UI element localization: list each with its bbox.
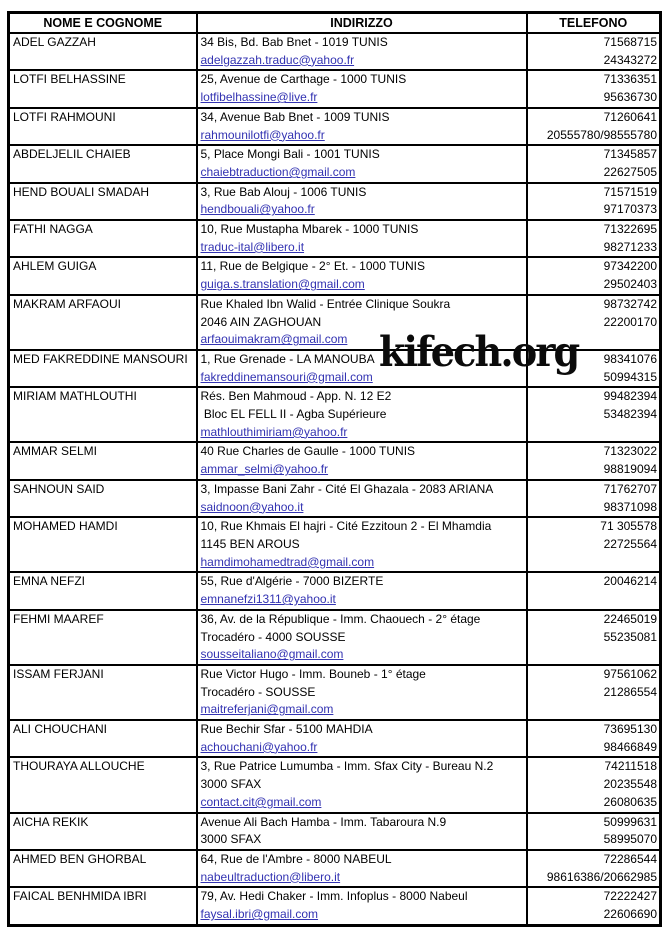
table-row <box>9 257 661 294</box>
table-row <box>9 813 661 850</box>
name-cell <box>9 572 197 609</box>
phone-number: 24343272 <box>603 52 657 67</box>
email-link[interactable]: lotfibelhassine@live.fr <box>200 90 318 105</box>
phone-cell <box>527 813 661 850</box>
person-name: MAKRAM ARFAOUI <box>13 296 122 311</box>
phone-cell <box>527 350 661 387</box>
address-line: 36, Av. de la République - Imm. Chaouech - 2° étage <box>200 611 481 626</box>
email-row <box>201 424 526 442</box>
email-row <box>201 461 526 479</box>
person-name: ISSAM FERJANI <box>13 666 104 681</box>
phone-cell <box>527 33 661 70</box>
phone-number: 22465019 <box>603 611 657 626</box>
phone-number: 99482394 <box>603 389 657 404</box>
email-link[interactable]: fakreddinemansouri@gmail.com <box>200 369 373 384</box>
table-row <box>9 33 661 70</box>
table-row <box>9 887 661 925</box>
table-row <box>9 665 661 720</box>
phone-number: 50999631 <box>603 814 657 829</box>
address-line: Rue Bechir Sfar - 5100 MAHDIA <box>200 722 373 737</box>
address-line: 64, Rue de l'Ambre - 8000 NABEUL <box>200 851 392 866</box>
name-cell <box>9 220 197 257</box>
phone-number: 71323022 <box>603 444 657 459</box>
address-cell <box>197 145 527 182</box>
person-name: HEND BOUALI SMADAH <box>13 184 150 199</box>
phone-number: 98616386/20662985 <box>546 869 657 884</box>
address-cell <box>197 350 527 387</box>
phone-cell <box>527 257 661 294</box>
email-row <box>201 276 526 294</box>
table-row <box>9 145 661 182</box>
phone-cell <box>527 480 661 517</box>
address-line: 55, Rue d'Algérie - 7000 BIZERTE <box>200 574 384 589</box>
email-link[interactable]: achouchani@yahoo.fr <box>200 739 318 754</box>
phone-number: 71322695 <box>603 222 657 237</box>
address-line: 2046 AIN ZAGHOUAN <box>200 314 322 329</box>
email-row <box>201 591 526 609</box>
name-cell <box>9 33 197 70</box>
person-name: MOHAMED HAMDI <box>13 519 118 534</box>
phone-number: 29502403 <box>603 277 657 292</box>
name-cell <box>9 665 197 720</box>
address-line: 3000 SFAX <box>200 777 262 792</box>
email-link[interactable]: maitreferjani@gmail.com <box>200 702 334 717</box>
address-cell <box>197 108 527 145</box>
phone-cell <box>527 757 661 812</box>
email-link[interactable]: arfaouimakram@gmail.com <box>200 332 348 347</box>
person-name: AICHA REKIK <box>13 814 89 829</box>
email-row <box>201 794 526 812</box>
name-cell <box>9 70 197 107</box>
email-link[interactable]: sousseitaliano@gmail.com <box>200 647 344 662</box>
address-line: 3, Impasse Bani Zahr - Cité El Ghazala - 2083 ARIANA <box>200 481 494 496</box>
name-cell <box>9 757 197 812</box>
address-line: 34 Bis, Bd. Bab Bnet - 1019 TUNIS <box>200 35 388 49</box>
table-row <box>9 387 661 442</box>
email-row <box>201 164 526 182</box>
phone-number: 72222427 <box>603 889 657 904</box>
phone-number: 73695130 <box>603 722 657 737</box>
address-line: 11, Rue de Belgique - 2° Et. - 1000 TUNIS <box>200 259 425 274</box>
phone-number: 22200170 <box>603 314 657 329</box>
name-cell <box>9 720 197 757</box>
address-line: 1, Rue Grenade - LA MANOUBA <box>200 351 375 366</box>
address-cell <box>197 720 527 757</box>
address-line: Trocadéro - SOUSSE <box>200 684 316 699</box>
address-line: 3, Rue Bab Alouj - 1006 TUNIS <box>200 184 367 199</box>
phone-number: 98271233 <box>603 239 657 254</box>
table-row <box>9 480 661 517</box>
person-name: SAHNOUN SAID <box>13 481 105 496</box>
email-row <box>201 239 526 257</box>
name-cell <box>9 850 197 887</box>
address-line: 1145 BEN AROUS <box>200 536 300 551</box>
email-link[interactable]: rahmounilotfi@yahoo.fr <box>200 127 325 142</box>
address-cell <box>197 442 527 479</box>
person-name: MED FAKREDDINE MANSOURI <box>13 351 188 366</box>
phone-number: 98732742 <box>603 296 657 311</box>
address-cell <box>197 850 527 887</box>
address-cell <box>197 257 527 294</box>
phone-number: 22606690 <box>603 907 657 922</box>
email-link[interactable]: saidnoon@yahoo.it <box>200 499 304 514</box>
address-line: 34, Avenue Bab Bnet - 1009 TUNIS <box>200 109 390 124</box>
name-cell <box>9 517 197 572</box>
phone-number: 58995070 <box>603 832 657 847</box>
phone-number: 97561062 <box>603 666 657 681</box>
address-line: Rue Khaled Ibn Walid - Entrée Clinique Soukra <box>200 296 451 311</box>
address-cell <box>197 183 527 220</box>
header-row <box>9 13 661 34</box>
phone-cell <box>527 610 661 665</box>
phone-number: 71260641 <box>603 109 657 124</box>
person-name: AHLEM GUIGA <box>13 259 97 274</box>
phone-number: 21286554 <box>603 684 657 699</box>
email-link[interactable]: contact.cit@gmail.com <box>200 794 322 809</box>
phone-number: 20235548 <box>603 777 657 792</box>
email-row <box>201 701 526 719</box>
header-name-column: NOME E COGNOME <box>9 13 197 34</box>
email-row <box>201 739 526 757</box>
address-cell <box>197 480 527 517</box>
email-link[interactable]: ammar_selmi@yahoo.fr <box>200 462 329 477</box>
table-row <box>9 108 661 145</box>
table-row <box>9 70 661 107</box>
address-line: 10, Rue Mustapha Mbarek - 1000 TUNIS <box>200 222 419 237</box>
email-link[interactable]: hendbouali@yahoo.fr <box>200 202 315 217</box>
phone-number: 50994315 <box>603 369 657 384</box>
address-cell <box>197 295 527 350</box>
address-cell <box>197 813 527 850</box>
address-line: Bloc EL FELL II - Agba Supérieure <box>200 407 387 422</box>
phone-number: 98341076 <box>603 351 657 366</box>
phone-cell <box>527 70 661 107</box>
phone-number: 53482394 <box>603 407 657 422</box>
person-name: LOTFI BELHASSINE <box>13 72 126 87</box>
phone-number: 97342200 <box>603 259 657 274</box>
address-line: 40 Rue Charles de Gaulle - 1000 TUNIS <box>200 444 416 459</box>
person-name: AHMED BEN GHORBAL <box>13 851 147 866</box>
table-row <box>9 295 661 350</box>
phone-cell <box>527 295 661 350</box>
table-row <box>9 442 661 479</box>
table-row <box>9 757 661 812</box>
phone-cell <box>527 183 661 220</box>
phone-number: 22725564 <box>603 536 657 551</box>
name-cell <box>9 350 197 387</box>
address-line: 3, Rue Patrice Lumumba - Imm. Sfax City - Bureau N.2 <box>200 759 494 774</box>
phone-number: 20555780/98555780 <box>546 127 657 142</box>
name-cell <box>9 295 197 350</box>
email-row <box>201 554 526 572</box>
name-cell <box>9 442 197 479</box>
phone-number: 71 305578 <box>600 519 657 534</box>
table-row <box>9 610 661 665</box>
phone-number: 98466849 <box>603 739 657 754</box>
address-line: 10, Rue Khmais El hajri - Cité Ezzitoun 2 - El Mhamdia <box>200 519 492 534</box>
phone-number: 71571519 <box>603 184 657 199</box>
address-cell <box>197 572 527 609</box>
person-name: FEHMI MAAREF <box>13 611 104 626</box>
address-cell <box>197 70 527 107</box>
phone-number: 22627505 <box>603 164 657 179</box>
phone-number: 71568715 <box>603 35 657 49</box>
email-link[interactable]: mathlouthimiriam@yahoo.fr <box>200 424 348 439</box>
name-cell <box>9 183 197 220</box>
phone-cell <box>527 220 661 257</box>
address-cell <box>197 220 527 257</box>
person-name: LOTFI RAHMOUNI <box>13 109 116 124</box>
name-cell <box>9 108 197 145</box>
phone-cell <box>527 572 661 609</box>
name-cell <box>9 387 197 442</box>
phone-number: 71336351 <box>603 72 657 87</box>
person-name: THOURAYA ALLOUCHE <box>13 759 145 774</box>
email-row <box>201 89 526 107</box>
email-row <box>201 201 526 219</box>
address-cell <box>197 610 527 665</box>
email-link[interactable]: hamdimohamedtrad@gmail.com <box>200 554 375 569</box>
address-line: Avenue Ali Bach Hamba - Imm. Tabaroura N.9 <box>200 814 447 829</box>
table-row <box>9 850 661 887</box>
phone-number: 71345857 <box>603 147 657 162</box>
translators-directory-table <box>7 11 662 927</box>
person-name: FATHI NAGGA <box>13 222 93 237</box>
person-name: MIRIAM MATHLOUTHI <box>13 389 137 404</box>
phone-cell <box>527 517 661 572</box>
watermark: kifech.org <box>379 328 579 376</box>
person-name: FAICAL BENHMIDA IBRI <box>13 889 147 904</box>
address-cell <box>197 887 527 925</box>
address-cell <box>197 33 527 70</box>
phone-number: 20046214 <box>603 574 657 589</box>
email-link[interactable]: chaiebtraduction@gmail.com <box>200 164 356 179</box>
email-row <box>201 127 526 145</box>
table-row <box>9 220 661 257</box>
address-cell <box>197 517 527 572</box>
email-link[interactable]: emnanefzi1311@yahoo.it <box>200 592 336 607</box>
header-address-column: INDIRIZZO <box>197 13 527 34</box>
email-row <box>201 906 526 924</box>
email-link[interactable]: guiga.s.translation@gmail.com <box>200 277 365 292</box>
table-row <box>9 350 661 387</box>
table-row <box>9 183 661 220</box>
address-line: Rés. Ben Mahmoud - App. N. 12 E2 <box>200 389 392 404</box>
email-link[interactable]: nabeultraduction@libero.it <box>200 869 341 884</box>
phone-number: 71762707 <box>603 481 657 496</box>
phone-number: 74211518 <box>604 759 657 774</box>
name-cell <box>9 813 197 850</box>
email-row <box>201 52 526 70</box>
phone-cell <box>527 850 661 887</box>
email-link[interactable]: traduc-ital@libero.it <box>200 239 305 254</box>
phone-cell <box>527 145 661 182</box>
address-line: 25, Avenue de Carthage - 1000 TUNIS <box>200 72 407 87</box>
phone-number: 72286544 <box>603 851 657 866</box>
phone-number: 97170373 <box>603 202 657 217</box>
address-line: 79, Av. Hedi Chaker - Imm. Infoplus - 8000 Nabeul <box>200 889 468 904</box>
email-row <box>201 369 526 387</box>
address-cell <box>197 665 527 720</box>
phone-number: 26080635 <box>603 794 657 809</box>
table-row <box>9 720 661 757</box>
email-row <box>201 499 526 517</box>
person-name: ALI CHOUCHANI <box>13 722 108 737</box>
name-cell <box>9 145 197 182</box>
address-cell <box>197 387 527 442</box>
header-phone-column: TELEFONO <box>527 13 661 34</box>
phone-number: 98371098 <box>603 499 657 514</box>
email-link[interactable]: faysal.ibri@gmail.com <box>200 907 319 922</box>
address-line: 5, Place Mongi Bali - 1001 TUNIS <box>200 147 380 162</box>
person-name: ABDELJELIL CHAIEB <box>13 147 131 162</box>
email-row <box>201 646 526 664</box>
phone-cell <box>527 108 661 145</box>
phone-cell <box>527 720 661 757</box>
phone-cell <box>527 665 661 720</box>
email-row <box>201 331 526 349</box>
phone-number: 95636730 <box>603 90 657 105</box>
address-line: 3000 SFAX <box>200 832 262 847</box>
name-cell <box>9 257 197 294</box>
address-line: Trocadéro - 4000 SOUSSE <box>200 629 346 644</box>
phone-number: 55235081 <box>603 629 657 644</box>
person-name: ADEL GAZZAH <box>13 35 96 49</box>
person-name: EMNA NEFZI <box>13 574 86 589</box>
phone-cell <box>527 887 661 925</box>
table-row <box>9 572 661 609</box>
name-cell <box>9 480 197 517</box>
email-link[interactable]: adelgazzah.traduc@yahoo.fr <box>200 52 355 67</box>
table-row <box>9 517 661 572</box>
phone-cell <box>527 442 661 479</box>
phone-number: 98819094 <box>603 462 657 477</box>
name-cell <box>9 887 197 925</box>
address-line: Rue Victor Hugo - Imm. Bouneb - 1° étage <box>200 666 426 681</box>
phone-cell <box>527 387 661 442</box>
person-name: AMMAR SELMI <box>13 444 98 459</box>
name-cell <box>9 610 197 665</box>
address-cell <box>197 757 527 812</box>
email-row <box>201 869 526 887</box>
